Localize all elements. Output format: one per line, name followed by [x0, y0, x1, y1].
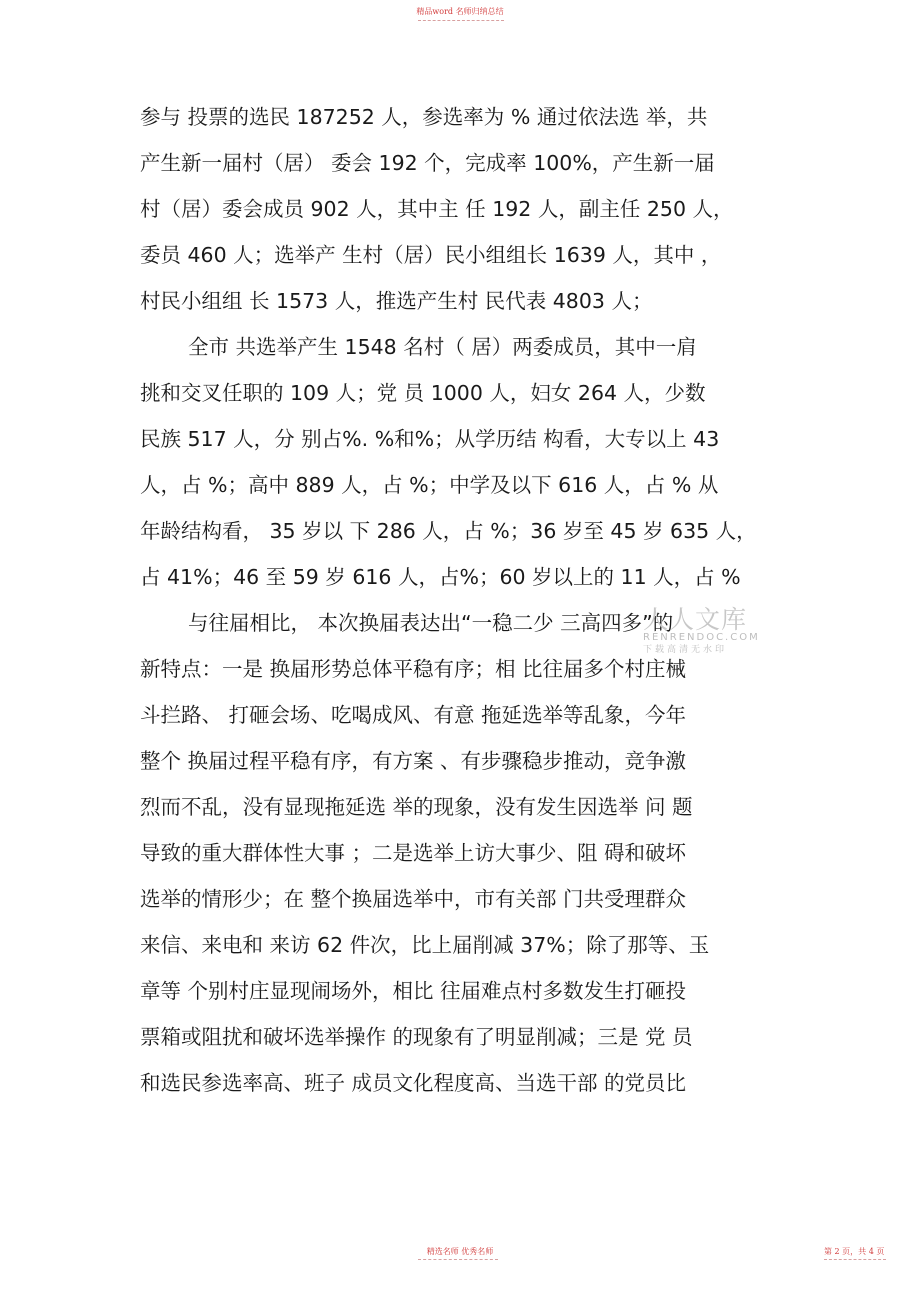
watermark: [643, 606, 783, 656]
watermark-logo: 人人文库: [643, 605, 748, 634]
watermark-note: 下载高清无水印: [643, 645, 728, 655]
document-body: [140, 94, 800, 1106]
page-header: 精品word 名师归纳总结: [416, 7, 504, 16]
text-line: 选举的情形少；在 整个换届选举中，市有关部 门共受理群众: [140, 887, 687, 911]
page-number-rule: [824, 1259, 886, 1260]
text-line: 村（居）委会成员 902 人，其中主 任 192 人，副主任 250 人，: [140, 197, 734, 221]
text-line: 整个 换届过程平稳有序，有方案 、有步骤稳步推动，竞争激: [140, 749, 687, 773]
footer-label: 精选名师 优秀名师: [426, 1247, 494, 1256]
text-line: 斗拦路、 打砸会场、吃喝成风、有意 拖延选举等乱象，今年: [140, 703, 687, 727]
text-line: 新特点：一是 换届形势总体平稳有序；相 比往届多个村庄械: [140, 657, 687, 681]
text-line: 民族 517 人，分 别占%. %和%；从学历结 构看，大专以上 43: [140, 427, 720, 451]
text-line: 挑和交叉任职的 109 人；党 员 1000 人，妇女 264 人，少数: [140, 381, 706, 405]
text-line: 来信、来电和 来访 62 件次，比上届削减 37%；除了那等、玉: [140, 933, 710, 957]
text-line: 委员 460 人；选举产 生村（居）民小组组长 1639 人，其中 ，: [140, 243, 722, 267]
text-line: 占 41%；46 至 59 岁 616 人，占%；60 岁以上的 11 人，占 %: [140, 565, 741, 589]
text-line: 村民小组组 长 1573 人，推选产生村 民代表 4803 人；: [140, 289, 653, 313]
text-line: 年龄结构看， 35 岁以 下 286 人，占 %；36 岁至 45 岁 635 人，: [140, 519, 757, 543]
watermark-site: RENRENDOC.COM: [643, 632, 760, 643]
page-number: 第 2 页，共 4 页: [824, 1247, 885, 1256]
text-line: 人，占 %；高中 889 人，占 %；中学及以下 616 人，占 % 从: [140, 473, 719, 497]
text-line: 和选民参选率高、班子 成员文化程度高、当选干部 的党员比: [140, 1071, 687, 1095]
text-line: 烈而不乱，没有显现拖延选 举的现象，没有发生因选举 问 题: [140, 795, 693, 819]
text-line: 产生新一届村（居） 委会 192 个，完成率 100%，产生新一届: [140, 151, 715, 175]
paragraph-start-line: 与往届相比， 本次换届表达出“一稳二少 三高四多”的: [188, 611, 674, 635]
paragraph-start-line: 全市 共选举产生 1548 名村（ 居）两委成员，其中一肩: [188, 335, 697, 359]
text-line: 参与 投票的选民 187252 人，参选率为 % 通过依法选 举，共: [140, 105, 708, 129]
text-line: 导致的重大群体性大事 ；二是选举上访大事少、阻 碍和破坏: [140, 841, 687, 865]
text-line: 票箱或阻扰和破坏选举操作 的现象有了明显削减；三是 党 员: [140, 1025, 693, 1049]
header-rule: [418, 20, 504, 21]
text-line: 章等 个别村庄显现闹场外，相比 往届难点村多数发生打砸投: [140, 979, 687, 1003]
footer-rule: [418, 1259, 498, 1260]
